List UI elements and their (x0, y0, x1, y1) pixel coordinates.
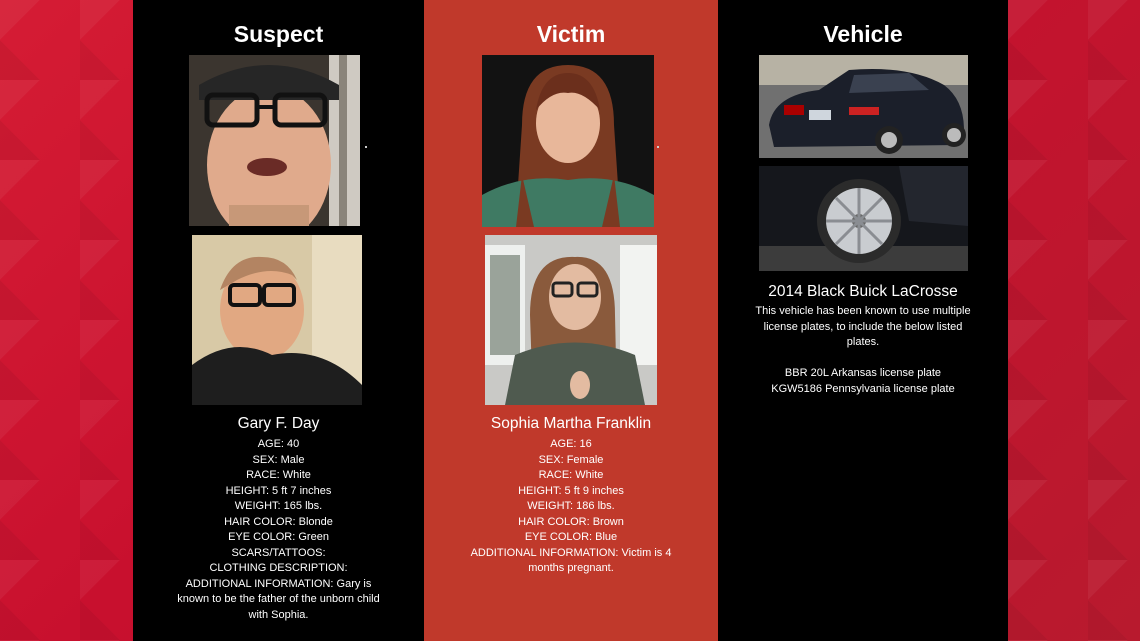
left-background (0, 0, 133, 641)
suspect-photo-dot (365, 146, 367, 148)
victim-sex: SEX: Female (538, 453, 604, 466)
suspect-photo-1 (189, 55, 360, 226)
victim-race: RACE: White (538, 469, 604, 481)
right-background (1008, 0, 1140, 641)
vehicle-name: 2014 Black Buick LaCrosse (768, 283, 958, 300)
victim-age: AGE: 16 (550, 438, 592, 450)
vehicle-plates (748, 366, 978, 397)
suspect-race: RACE: White (246, 469, 311, 481)
suspect-column (133, 0, 424, 641)
victim-name: Sophia Martha Franklin (490, 415, 652, 432)
suspect-clothing: CLOTHING DESCRIPTION: (209, 562, 348, 574)
vehicle-plate-2: KGW5186 Pennsylvania license plate (771, 382, 955, 395)
victim-additional-info: ADDITIONAL INFORMATION: Victim is 4 months pregnant. (470, 546, 672, 574)
vehicle-title: Vehicle (823, 21, 903, 47)
suspect-weight: WEIGHT: 165 lbs. (234, 500, 323, 512)
suspect-name: Gary F. Day (237, 415, 320, 432)
suspect-hair-color: HAIR COLOR: Blonde (224, 515, 333, 528)
vehicle-photo-2 (759, 166, 968, 271)
suspect-sex: SEX: Male (252, 453, 305, 466)
victim-photo-2 (485, 235, 657, 405)
vehicle-plate-1: BBR 20L Arkansas license plate (784, 367, 942, 379)
victim-height: HEIGHT: 5 ft 9 inches (518, 484, 624, 497)
victim-hair-color: HAIR COLOR: Brown (518, 515, 624, 528)
victim-photo-1 (482, 55, 654, 227)
vehicle-description: This vehicle has been known to use multiple license plates, to include the below listed plates. (755, 305, 971, 348)
suspect-age: AGE: 40 (257, 438, 300, 450)
victim-weight: WEIGHT: 186 lbs. (527, 500, 615, 512)
victim-photo-dot (657, 146, 659, 148)
suspect-height: HEIGHT: 5 ft 7 inches (225, 484, 332, 497)
suspect-details (133, 437, 424, 623)
victim-details (424, 437, 718, 577)
suspect-additional-info: ADDITIONAL INFORMATION: Gary is known to be the father of the unborn child with Sophia. (177, 577, 380, 621)
suspect-photo-2 (192, 235, 362, 405)
suspect-title: Suspect (233, 21, 324, 47)
vehicle-column (718, 0, 1008, 641)
victim-column (424, 0, 718, 641)
victim-title: Victim (536, 21, 606, 47)
suspect-eye-color: EYE COLOR: Green (228, 531, 329, 543)
vehicle-photo-1 (759, 55, 968, 158)
victim-eye-color: EYE COLOR: Blue (524, 531, 618, 543)
suspect-scars-tattoos: SCARS/TATTOOS: (231, 546, 326, 559)
